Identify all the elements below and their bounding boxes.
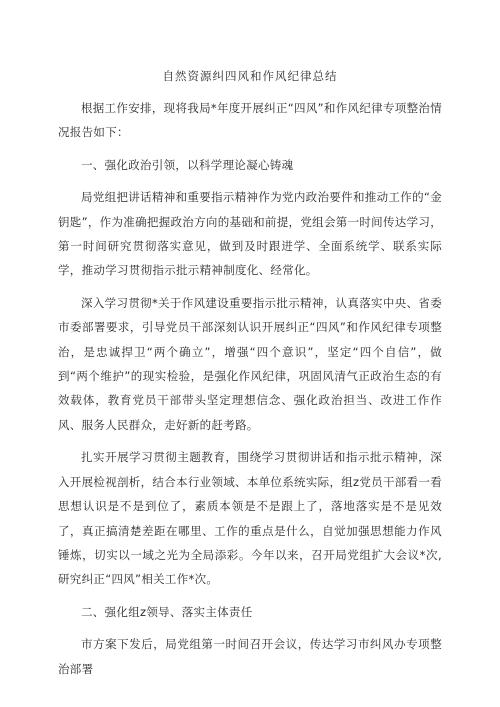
section-1-paragraph-1: 局党组把讲话精神和重要指示精神作为党内政治要件和推动工作的“金钥匙”，作为准确把握政治方向的基础和前提，党组会第一时间传达学习，第一时间研究贯彻落实意见，做到及时跟进学、全面系统学、联系实际学，推动学习贯彻指示批示精神制度化、经常化。 — [58, 190, 442, 278]
document-title: 自然资源纠四风和作风纪律总结 — [162, 69, 338, 83]
section-2-paragraph-1: 市方案下发后，局党组第一时间召开会议，传达学习市纠风办专项整治部署 — [58, 637, 442, 676]
intro-paragraph: 根据工作安排，现将我局*年度开展纠正“四风”和作风纪律专项整治情况报告如下： — [58, 101, 442, 140]
section-1-heading: 一、强化政治引领，以科学理论凝心铸魂 — [81, 157, 294, 172]
section-2-heading: 二、强化组z领导、落实主体责任 — [81, 604, 253, 619]
section-1-paragraph-2: 深入学习贯彻*关于作风建设重要指示批示精神，认真落实中央、省委市委部署要求，引导党员干部深刻认识开展纠正“四风”和作风纪律专项整治，是忠诚捍卫“两个确立”，增强“四个意识”，坚定“四个自信”，做到“两个维护”的现实检验，是强化作风纪律，巩固风清气正政治生态的有效载体，教育党员干部带头坚定理想信念、强化政治担当、改进工作作风、服务人民群众，走好新的赶考路。 — [58, 295, 442, 432]
section-1-paragraph-3: 扎实开展学习贯彻主题教育，围绕学习贯彻讲话和指示批示精神，深入开展检视剖析，结合本行业领域、本单位系统实际，组z党员干部看一看思想认识是不是到位了，素质本领是不是跟上了，落地落实是不是见效了，真正搞清楚差距在哪里、工作的重点是什么，自觉加强思想能力作风锤炼，切实以一域之光为全局添彩。今年以来，召开局党组扩大会议*次,研究纠正“四风”相关工作*次。 — [58, 450, 442, 587]
